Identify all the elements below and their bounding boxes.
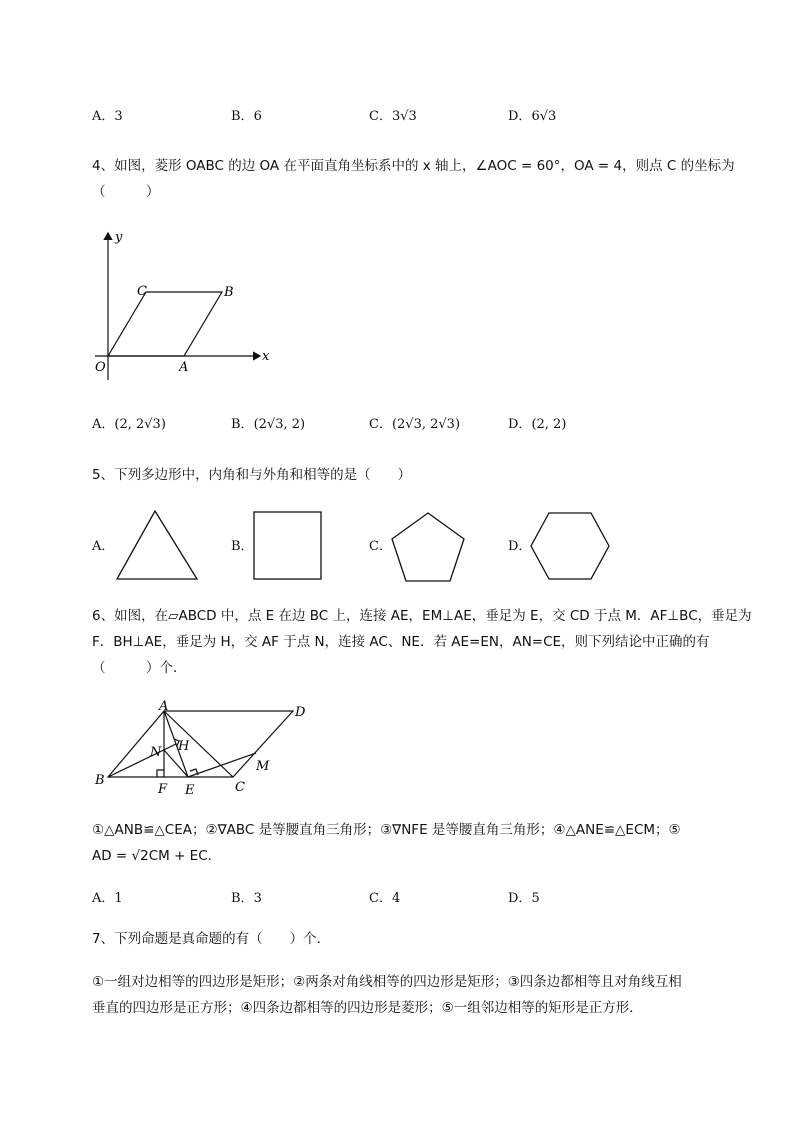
label-c: C <box>137 284 147 299</box>
q4-option-b <box>231 416 305 434</box>
q6-option-c <box>369 890 400 908</box>
q5-stem: 5、下列多边形中，内角和与外角和相等的是（ ） <box>92 467 412 483</box>
q5-triangle-shape <box>115 508 200 583</box>
option-letter: A． <box>92 417 115 432</box>
option-text: 3√3 <box>391 109 417 124</box>
option-text: 1 <box>114 891 123 906</box>
segment-ac <box>164 711 233 777</box>
option-letter: B． <box>231 891 254 906</box>
q6-statements <box>92 817 752 869</box>
option-text: (2, 2) <box>531 417 567 432</box>
label-d: D <box>295 705 306 720</box>
q6-stem-line3: （ ）个． <box>92 660 187 676</box>
q6-option-a <box>92 890 123 908</box>
option-letter: D． <box>508 417 532 432</box>
option-letter: B． <box>231 417 254 432</box>
option-letter: B． <box>231 109 254 124</box>
right-angle-f <box>157 770 164 777</box>
segment-ne <box>164 750 188 777</box>
label-a: A <box>159 699 169 714</box>
q6-stem-line2: F．BH⊥AE，垂足为 H，交 AF 于点 N，连接 AC、NE．若 AE=EN，AN=CE，则下列结论中正确的有 <box>92 634 710 650</box>
label-n: N <box>150 745 162 760</box>
option-text: 6√3 <box>531 109 557 124</box>
option-letter: A． <box>92 109 115 124</box>
q5-option-a-letter: A． <box>92 539 115 554</box>
q4-stem <box>92 153 752 205</box>
label-o: O <box>95 360 106 375</box>
q5-option-b-letter: B． <box>231 539 254 554</box>
segment-em <box>188 753 256 777</box>
segment-bh <box>108 744 176 777</box>
option-text: 5 <box>531 891 540 906</box>
option-letter: C． <box>369 417 392 432</box>
option-text: 6 <box>253 109 262 124</box>
option-text: 3 <box>114 109 123 124</box>
q7-stem: 7、下列命题是真命题的有（ ）个． <box>92 931 331 947</box>
option-letter: D． <box>508 891 532 906</box>
q6-stem-line1: 6、如图，在▱ABCD 中，点 E 在边 BC 上，连接 AE，EM⊥AE，垂足为 E，交 CD 于点 M．AF⊥BC，垂足为 <box>92 608 752 624</box>
q5-hexagon-shape <box>528 510 612 582</box>
label-h: H <box>178 739 190 754</box>
label-b: B <box>95 773 105 788</box>
q6-option-b <box>231 890 262 908</box>
q6-parallelogram-figure <box>88 698 318 798</box>
label-e: E <box>185 783 195 798</box>
q4-rhombus-figure <box>85 225 280 380</box>
option-text: 3 <box>253 891 262 906</box>
q4-option-a <box>92 416 166 434</box>
q5-option-c-letter: C． <box>369 539 392 554</box>
q6-statements-line2: AD = √2CM + EC． <box>92 848 222 864</box>
label-x: x <box>262 349 270 364</box>
q7-statements-line2: 垂直的四边形是正方形；④四条边都相等的四边形是菱形；⑤一组邻边相等的矩形是正方形． <box>92 1000 643 1016</box>
option-text: (2√3, 2) <box>253 417 306 432</box>
rhombus-oabc <box>108 292 222 356</box>
label-m: M <box>256 759 270 774</box>
q3-option-c <box>369 108 417 126</box>
option-letter: D． <box>508 109 532 124</box>
option-text: (2, 2√3) <box>114 417 166 432</box>
q4-stem-line2: （ ） <box>92 184 160 200</box>
q4-stem-line1: 4、如图，菱形 OABC 的边 OA 在平面直角坐标系中的 x 轴上，∠AOC = 60°，OA = 4，则点 C 的坐标为 <box>92 158 735 174</box>
q3-option-d <box>508 108 556 126</box>
q6-statements-line1: ①△ANB≌△CEA；②∇ABC 是等腰直角三角形；③∇NFE 是等腰直角三角形；④△ANE≌△ECM；⑤ <box>92 822 681 838</box>
q6-stem <box>92 603 752 681</box>
q5-square-shape <box>252 510 324 582</box>
q3-option-a <box>92 108 123 126</box>
option-letter: C． <box>369 891 392 906</box>
label-y: y <box>115 230 123 245</box>
label-a: A <box>179 360 189 375</box>
q5-pentagon-shape <box>388 510 468 584</box>
option-letter: C． <box>369 109 392 124</box>
option-text: (2√3, 2√3) <box>391 417 461 432</box>
q3-option-b <box>231 108 262 126</box>
label-b: B <box>224 285 234 300</box>
q5-option-d-letter: D． <box>508 539 532 554</box>
q4-option-d <box>508 416 566 434</box>
q7-statements <box>92 969 752 1021</box>
label-f: F <box>158 782 168 797</box>
q6-option-d <box>508 890 540 908</box>
option-letter: A． <box>92 891 115 906</box>
q4-option-c <box>369 416 460 434</box>
option-text: 4 <box>391 891 401 906</box>
label-c: C <box>235 780 245 795</box>
q7-statements-line1: ①一组对边相等的四边形是矩形；②两条对角线相等的四边形是矩形；③四条边都相等且对角线互相 <box>92 974 682 990</box>
